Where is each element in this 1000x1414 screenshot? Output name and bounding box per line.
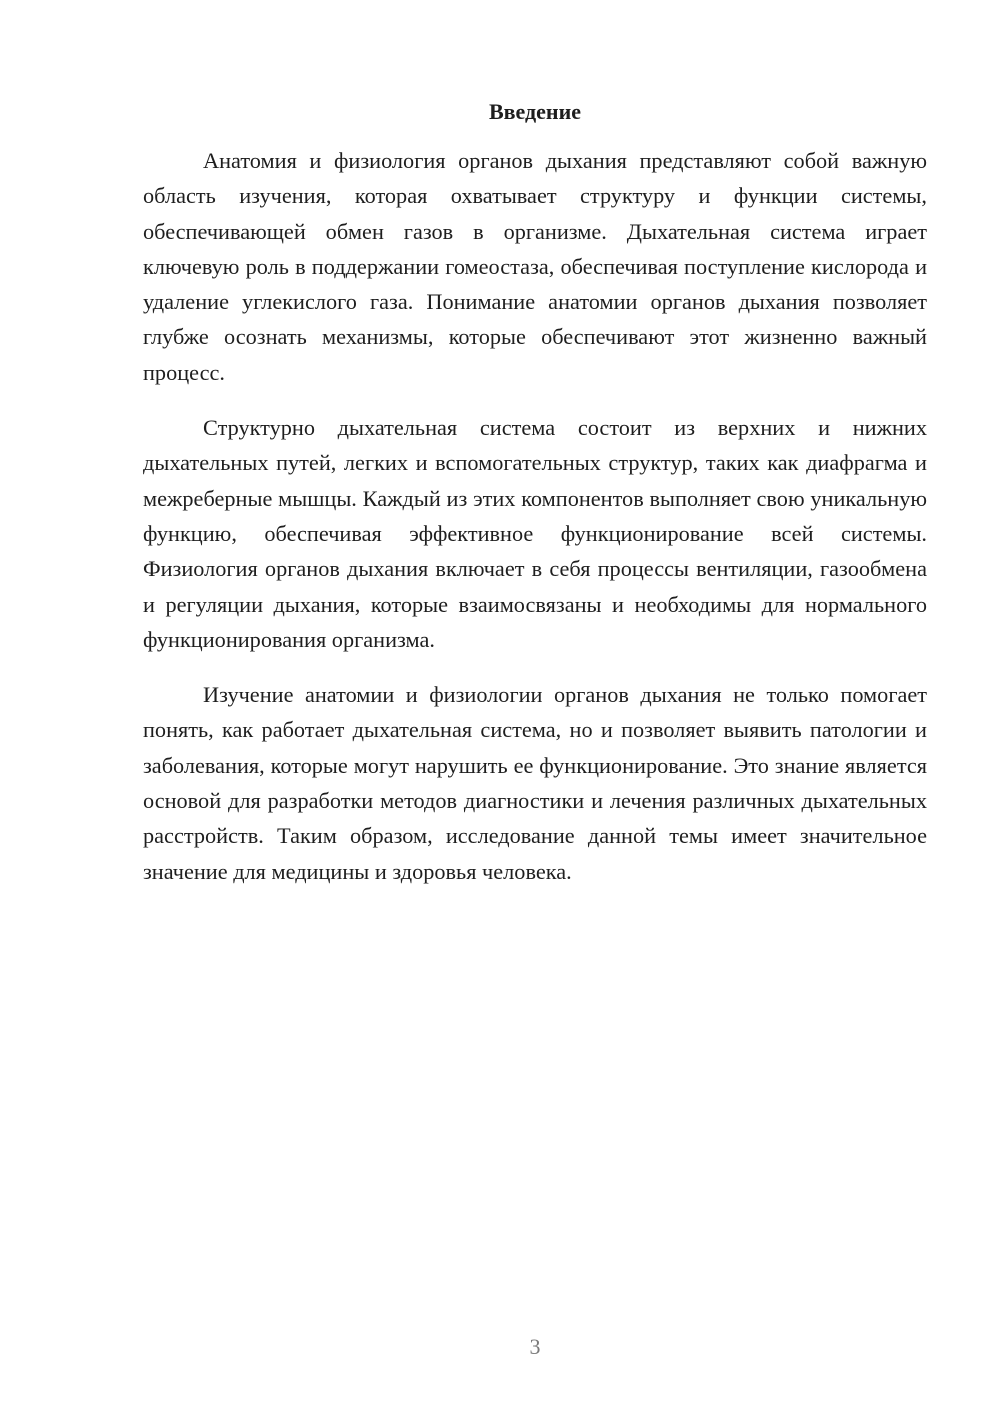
section-heading: Введение xyxy=(488,99,582,124)
body-text xyxy=(143,143,927,909)
page-number: 3 xyxy=(529,1334,541,1359)
paragraph-3: Изучение анатомии и физиологии органов дыхания не только помогает понять, как работает дыхательная система, но и позволяет выявить патологии и заболевания, которые могут нарушить ее функционирование. Это знание является основой для разработки методов диагностики и лечения различных дыхательных расстройств. Таким образом, исследование данной темы имеет значительное значение для медицины и здоровья человека. xyxy=(143,682,927,884)
paragraph-2: Структурно дыхательная система состоит из верхних и нижних дыхательных путей, легких и вспомогательных структур, таких как диафрагма и межреберные мышцы. Каждый из этих компонентов выполняет свою уникальную функцию, обеспечивая эффективное функционирование всей системы. Физиология органов дыхания включает в себя процессы вентиляции, газообмена и регуляции дыхания, которые взаимосвязаны и необходимы для нормального функционирования организма. xyxy=(143,415,927,652)
paragraph-1: Анатомия и физиология органов дыхания представляют собой важную область изучения, которая охватывает структуру и функции системы, обеспечивающей обмен газов в организме. Дыхательная система играет ключевую роль в поддержании гомеостаза, обеспечивая поступление кислорода и удаление углекислого газа. Понимание анатомии органов дыхания позволяет глубже осознать механизмы, которые обеспечивают этот жизненно важный процесс. xyxy=(143,148,927,385)
